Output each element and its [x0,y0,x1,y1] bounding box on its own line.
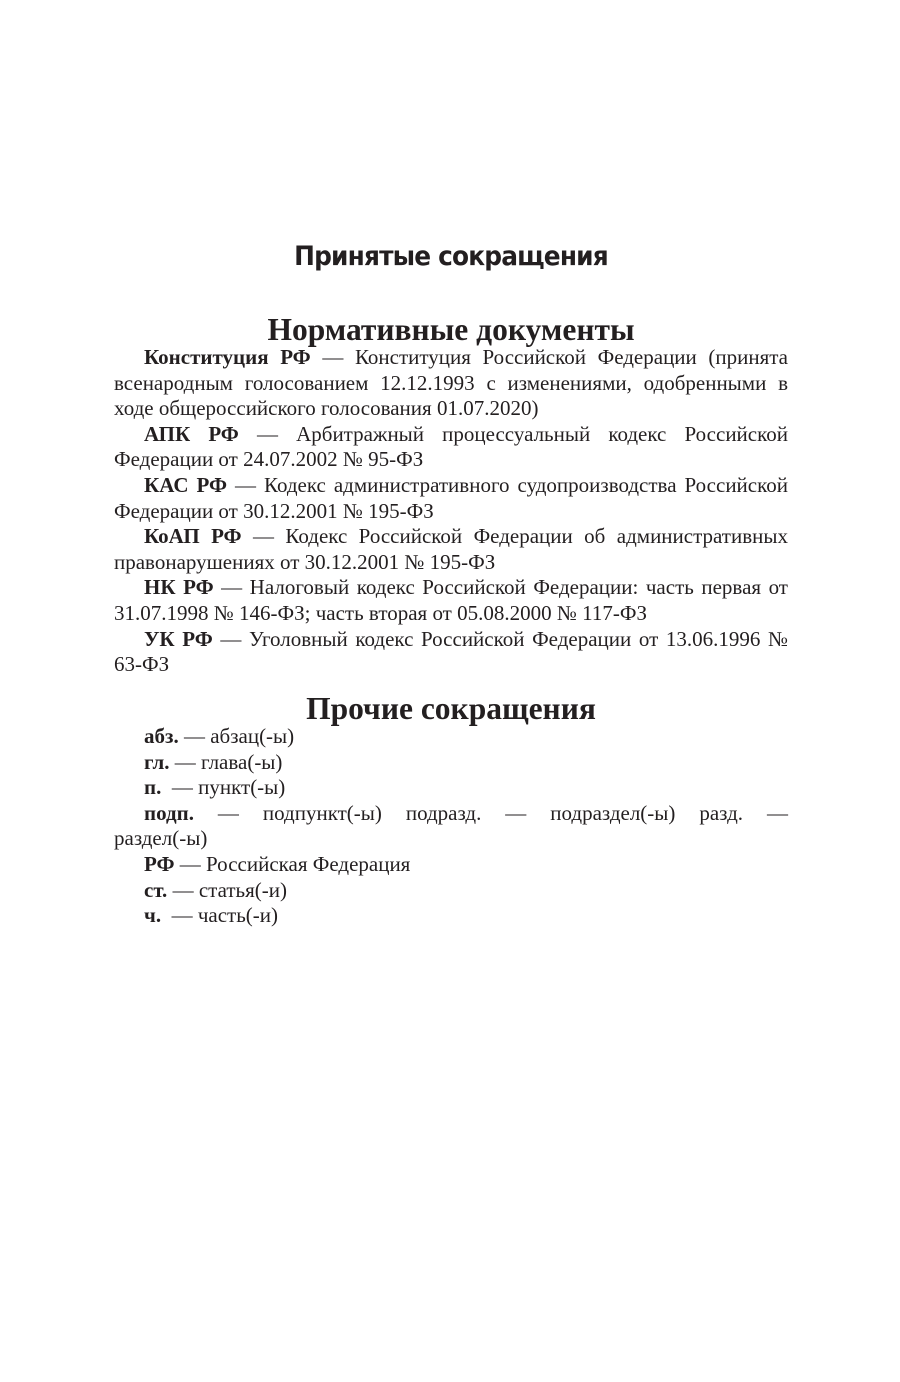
abbreviation-definition: — Уголовный кодекс Российской Федерации от 13.06.1996 № 63-ФЗ [114,626,788,677]
abbreviation-term: п. [144,775,162,800]
section-heading-other: Прочие сокращения [306,691,596,726]
abbreviation-term: КоАП РФ [144,524,242,549]
abbreviation-term: КАС РФ [144,472,228,497]
abbreviation-term: УК РФ [144,626,213,651]
abbreviation-entry-gl [114,750,788,776]
abbreviation-term: ст. [144,877,168,902]
abbreviation-entry-p [114,775,788,801]
abbreviation-definition: — Российская Федерация [174,851,411,876]
abbreviation-entry-constitution [114,345,788,422]
abbreviation-entry-uk [114,627,788,678]
abbreviation-entry-kas [114,473,788,524]
abbreviation-term: абз. [144,724,179,748]
abbreviation-term: Конституция РФ [144,345,311,369]
other-abbreviations-section [114,691,788,929]
abbreviation-definition: — глава(-ы) [169,749,283,774]
abbreviation-entry-ch [114,903,788,929]
section-heading-normative: Нормативные документы [267,312,635,347]
abbreviation-definition: — абзац(-ы) [178,724,295,748]
normative-documents-section [114,312,789,678]
abbreviation-entry-nk [114,575,788,626]
abbreviation-term: АПК РФ [144,421,239,446]
abbreviation-entry-st [114,878,788,904]
abbreviation-entry-koap [114,524,788,575]
abbreviation-term: НК РФ [144,575,214,600]
page-title: Принятые сокращения [294,241,608,273]
abbreviation-entry-podp [114,801,788,852]
abbreviation-definition: — Кодекс Российской Федерации об административных правонарушениях от 30.12.2001 № 195-ФЗ [114,524,788,574]
abbreviation-definition: — подпункт(-ы) подразд. — подраздел(-ы) разд. — раздел(-ы) [114,800,788,851]
abbreviation-term: ч. [144,903,162,928]
abbreviation-entry-abz [114,724,788,750]
abbreviation-entry-apk [114,422,788,473]
abbreviation-term: РФ [144,851,175,876]
abbreviation-term: гл. [144,749,170,774]
abbreviation-definition: — Налоговый кодекс Российской Федерации: часть первая от 31.07.1998 № 146-ФЗ; часть вторая от 05.08.2000 № 117-ФЗ [114,575,788,625]
abbreviation-term: подп. [144,800,194,825]
abbreviation-entry-rf [114,852,788,878]
abbreviation-definition: — часть(-и) [161,903,279,928]
abbreviation-definition: — статья(-и) [167,877,287,902]
abbreviation-definition: — Арбитражный процессуальный кодекс Российской Федерации от 24.07.2002 № 95-ФЗ [114,421,788,472]
abbreviation-definition: — Конституция Российской Федерации (принята всенародным голосованием 12.12.1993 с изменениями, одобренными в ходе общероссийского голосования 01.07.2020) [114,345,789,421]
abbreviation-definition: — Кодекс административного судопроизводства Российской Федерации от 30.12.2001 № 195-ФЗ [114,472,788,523]
abbreviation-definition: — пункт(-ы) [161,775,286,800]
